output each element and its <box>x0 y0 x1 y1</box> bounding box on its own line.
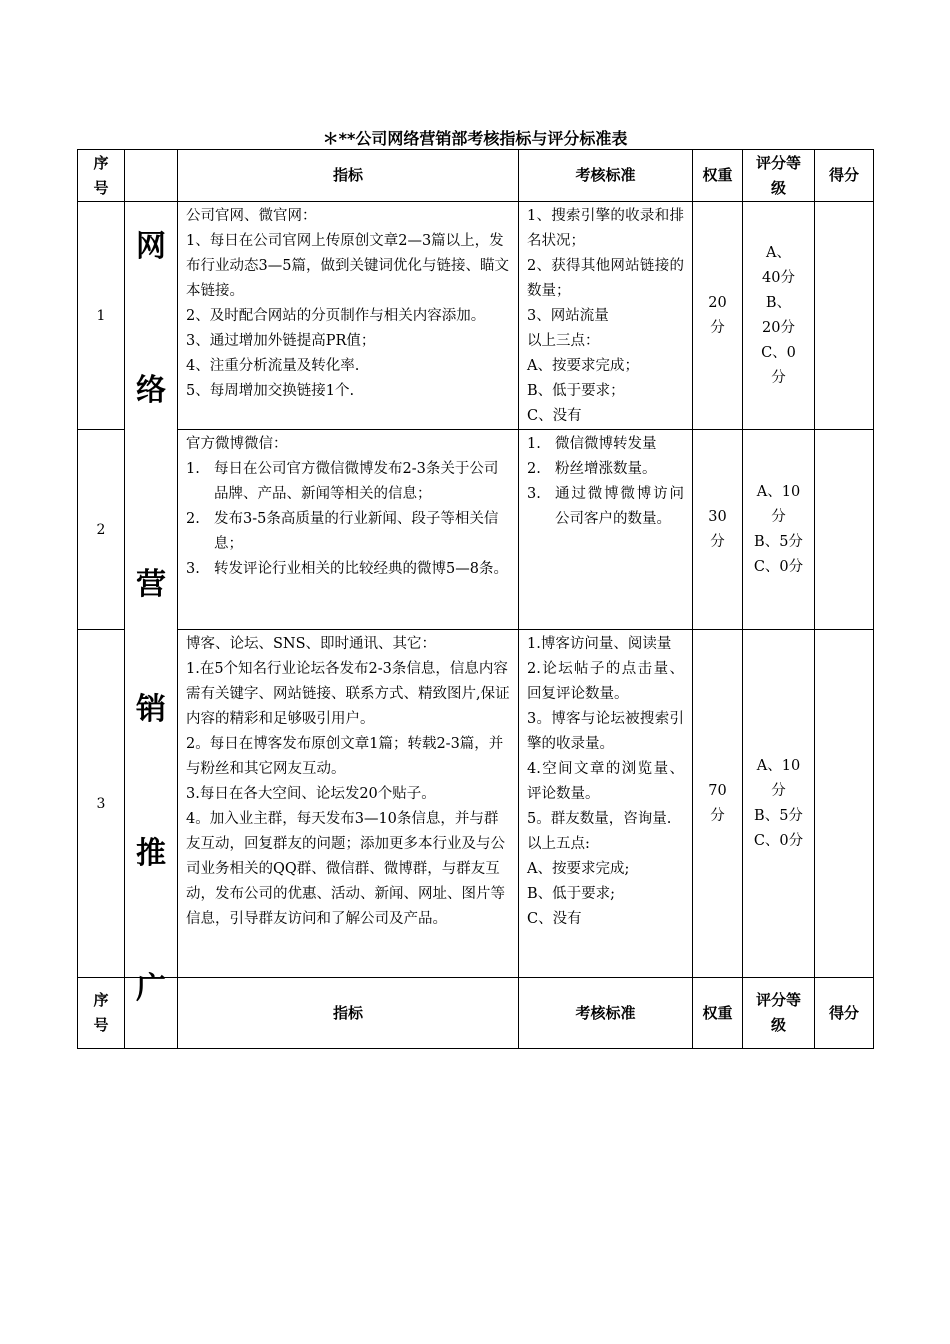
list-text: 每日在公司官方微信微博发布2-3条关于公司品牌、产品、新闻等相关的信息； <box>214 461 499 502</box>
standard-line: B、低于要求； <box>527 383 625 399</box>
category-char: 络 <box>136 373 166 408</box>
header-grade: 评分等级 <box>743 150 815 202</box>
standard-line: C、没有 <box>527 911 582 927</box>
category-char: 推 <box>136 836 166 871</box>
list-item <box>186 557 510 582</box>
grade-cell <box>743 202 815 430</box>
table-row <box>78 430 874 630</box>
score-cell <box>815 430 874 630</box>
standard-cell <box>519 630 693 978</box>
list-number: 1. <box>186 461 200 477</box>
header-weight: 权重 <box>693 150 743 202</box>
grade-cell <box>743 630 815 978</box>
indicator-item: 1.在5个知名行业论坛各发布2-3条信息，信息内容需有关键字、网站链接、联系方式、精致图片,保证内容的精彩和足够吸引用户。 <box>186 661 510 727</box>
list-text: 通过微博微博访问公司客户的数量。 <box>555 486 684 527</box>
indicator-item: 3、通过增加外链提高PR值； <box>186 333 376 349</box>
indicator-item: 5、每周增加交换链接1个. <box>186 383 355 399</box>
category-char: 营 <box>136 567 166 602</box>
list-number: 3. <box>186 561 200 577</box>
weight-cell: 70分 <box>693 630 743 978</box>
header-standard: 考核标准 <box>519 150 693 202</box>
score-cell <box>815 630 874 978</box>
list-item <box>186 507 510 557</box>
indicator-title: 官方微博微信： <box>186 436 288 452</box>
standard-line: 1.博客访问量、阅读量 <box>527 636 672 652</box>
category-char: 网 <box>136 229 166 264</box>
standard-line: 3。博客与论坛被搜索引擎的收录量。 <box>527 711 684 752</box>
table-row <box>78 630 874 978</box>
indicator-item: 1、每日在公司官网上传原创文章2—3篇以上，发布行业动态3—5篇，做到关键词优化与链接、瞄文本链接。 <box>186 233 509 299</box>
indicator-item: 3.每日在各大空间、论坛发20个贴子。 <box>186 786 436 802</box>
row-number: 3 <box>78 630 125 978</box>
standard-line: A、按要求完成； <box>527 358 639 374</box>
score-cell <box>815 202 874 430</box>
grade-item: B、5分 <box>754 807 803 824</box>
grade-item: A、10分 <box>756 483 801 525</box>
row-number: 1 <box>78 202 125 430</box>
table-row <box>78 202 874 430</box>
standard-line: 1、搜索引擎的收录和排名状况； <box>527 208 684 249</box>
indicator-item: 2。每日在博客发布原创文章1篇；转载2-3篇，并与粉丝和其它网友互动。 <box>186 736 504 777</box>
indicator-cell <box>178 630 519 978</box>
list-item <box>186 457 510 507</box>
list-text: 粉丝增涨数量。 <box>555 461 657 477</box>
header-seq: 序号 <box>78 150 125 202</box>
category-char: 广 <box>136 971 166 1006</box>
indicator-cell <box>178 430 519 630</box>
standard-line: 5。群友数量，咨询量. <box>527 811 672 827</box>
standard-cell <box>519 202 693 430</box>
standard-line: 4.空间文章的浏览量、评论数量。 <box>527 761 684 802</box>
indicator-item: 2、及时配合网站的分页制作与相关内容添加。 <box>186 308 486 324</box>
footer-seq: 序号 <box>78 978 125 1049</box>
grade-cell <box>743 430 815 630</box>
category-cell <box>125 202 178 1006</box>
list-number: 2. <box>186 511 200 527</box>
footer-standard: 考核标准 <box>519 978 693 1049</box>
grade-item: C、0分 <box>753 558 804 575</box>
standard-line: 2.论坛帖子的点击量、回复评论数量。 <box>527 661 684 702</box>
indicator-cell <box>178 202 519 430</box>
grade-item: B、5分 <box>754 533 803 550</box>
document-title: ＊**公司网络营销部考核指标与评分标准表 <box>322 129 628 148</box>
list-item <box>527 482 684 532</box>
standard-line: 以上五点: <box>527 836 590 852</box>
weight-cell: 20分 <box>693 202 743 430</box>
standard-line: A、按要求完成; <box>527 861 630 877</box>
grade-item: B、20分 <box>762 294 795 336</box>
standard-cell <box>519 430 693 630</box>
standard-line: B、低于要求; <box>527 886 616 902</box>
grade-item: A、10分 <box>756 757 801 799</box>
header-score: 得分 <box>815 150 874 202</box>
indicator-title: 公司官网、微官网： <box>186 208 317 224</box>
footer-weight: 权重 <box>693 978 743 1049</box>
footer-grade: 评分等级 <box>743 978 815 1049</box>
grade-item: A、40分 <box>762 244 795 286</box>
list-number: 1. <box>527 436 541 452</box>
footer-indicator: 指标 <box>178 978 519 1049</box>
standard-line: 2、获得其他网站链接的数量； <box>527 258 684 299</box>
list-text: 微信微博转发量 <box>555 436 657 452</box>
table-footer-row <box>78 978 874 1049</box>
indicator-item: 4。加入业主群，每天发布3—10条信息，并与群友互动，回复群友的问题；添加更多本行业及与公司业务相关的QQ群、微信群、微博群，与群友互动，发布公司的优惠、活动、新闻、网址、图片等信息，引导群友访问和了解公司及产品。 <box>186 811 505 927</box>
list-text: 发布3-5条高质量的行业新闻、段子等相关信息； <box>214 511 499 552</box>
standard-line: C、没有 <box>527 408 582 424</box>
category-char: 销 <box>136 692 166 727</box>
list-text: 转发评论行业相关的比较经典的微博5—8条。 <box>214 561 508 577</box>
header-category-blank <box>125 150 178 202</box>
grade-item: C、0分 <box>761 344 796 386</box>
list-number: 3. <box>527 486 541 502</box>
indicator-item: 4、注重分析流量及转化率. <box>186 358 360 374</box>
footer-score: 得分 <box>815 978 874 1049</box>
weight-cell: 30分 <box>693 430 743 630</box>
list-item <box>527 432 684 457</box>
list-item <box>527 457 684 482</box>
standard-line: 以上三点： <box>527 333 600 349</box>
grade-item: C、0分 <box>753 832 804 849</box>
row-number: 2 <box>78 430 125 630</box>
standard-line: 3、网站流量 <box>527 308 609 324</box>
indicator-title: 博客、论坛、SNS、即时通讯、其它： <box>186 636 437 652</box>
header-indicator: 指标 <box>178 150 519 202</box>
list-number: 2. <box>527 461 541 477</box>
table-header-row <box>78 150 874 202</box>
evaluation-table <box>77 149 874 1049</box>
